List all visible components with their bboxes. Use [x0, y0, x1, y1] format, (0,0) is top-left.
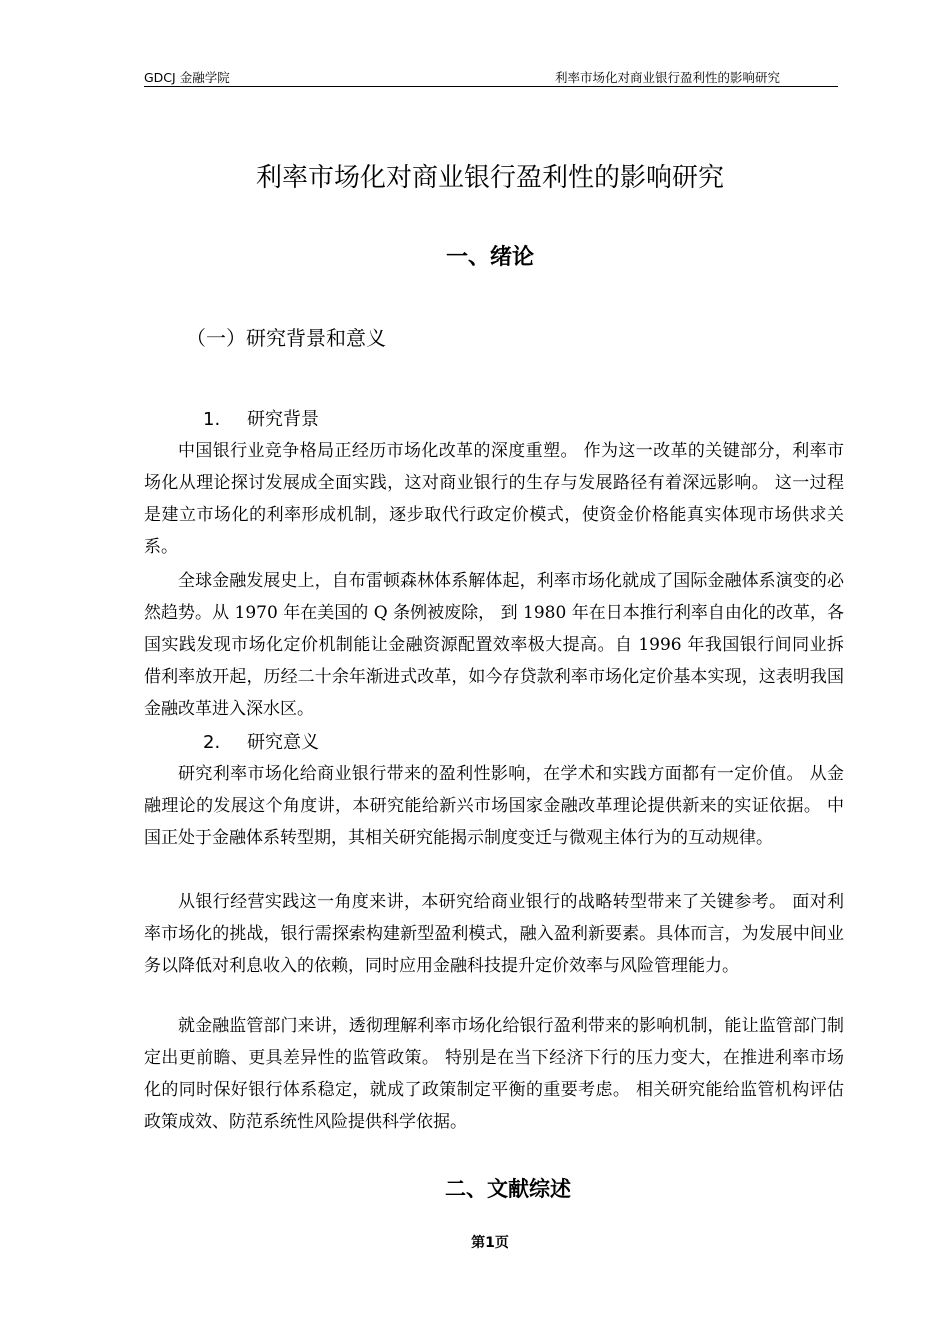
- paragraph: 研究利率市场化给商业银行带来的盈利性影响，在学术和实践方面都有一定价值。 从金融理论的发展这个角度讲，本研究能给新兴市场国家金融改革理论提供新来的实证依据。 中国正处于金融体系转型期，其相关研究能揭示制度变迁与微观主体行为的互动规律。: [144, 764, 844, 848]
- section-heading-background-significance: （一）研究背景和意义: [186, 326, 386, 350]
- chapter-heading-introduction: 一、绪论: [445, 245, 534, 270]
- paragraph: 全球金融发展史上，自布雷顿森林体系解体起，利率市场化就成了国际金融体系演变的必然趋势。从 1970 年在美国的 Q 条例被废除， 到 1980 年在日本推行利率自由化的改革，各国实践发现市场化定价机制能让金融资源配置效率极大提高。自 1996 年我国银行间同业拆借利率放开起，历经二十余年渐进式改革，如今存贷款利率市场化定价基本实现，这表明我国金融改革进入深水区。: [144, 571, 844, 719]
- subsection-heading-significance: [203, 728, 319, 754]
- paper-title: 利率市场化对商业银行盈利性的影响研究: [255, 163, 724, 193]
- paragraph: 从银行经营实践这一角度来讲，本研究给商业银行的战略转型带来了关键参考。 面对利率市场化的挑战，银行需探索构建新型盈利模式，融入盈利新要素。具体而言，为发展中间业务以降低对利息收入的依赖，同时应用金融科技提升定价效率与风险管理能力。: [144, 892, 844, 976]
- chapter-heading-literature-review: 二、文献综述: [445, 1177, 571, 1201]
- subsection-number: 2.: [203, 732, 221, 753]
- paragraph: 就金融监管部门来讲，透彻理解利率市场化给银行盈利带来的影响机制，能让监管部门制定出更前瞻、更具差异性的监管政策。 特别是在当下经济下行的压力变大，在推进利率市场化的同时保好银行体系稳定，就成了政策制定平衡的重要考虑。 相关研究能给监管机构评估政策成效、防范系统性风险提供科学依据。: [144, 1016, 844, 1132]
- subsection-title: 研究背景: [247, 409, 319, 430]
- subsection-title: 研究意义: [247, 732, 319, 753]
- header-institution: GDCJ 金融学院: [144, 70, 230, 85]
- header-paper-title: 利率市场化对商业银行盈利性的影响研究: [554, 70, 780, 85]
- paragraph: 中国银行业竞争格局正经历市场化改革的深度重塑。 作为这一改革的关键部分，利率市场化从理论探讨发展成全面实践，这对商业银行的生存与发展路径有着深远影响。 这一过程是建立市场化的利率形成机制，逐步取代行政定价模式，使资金价格能真实体现市场供求关系。: [144, 441, 844, 557]
- subsection-heading-background: [203, 405, 319, 431]
- running-header: [144, 66, 838, 87]
- subsection-number: 1.: [203, 409, 221, 430]
- page-number: 第1页: [471, 1235, 509, 1251]
